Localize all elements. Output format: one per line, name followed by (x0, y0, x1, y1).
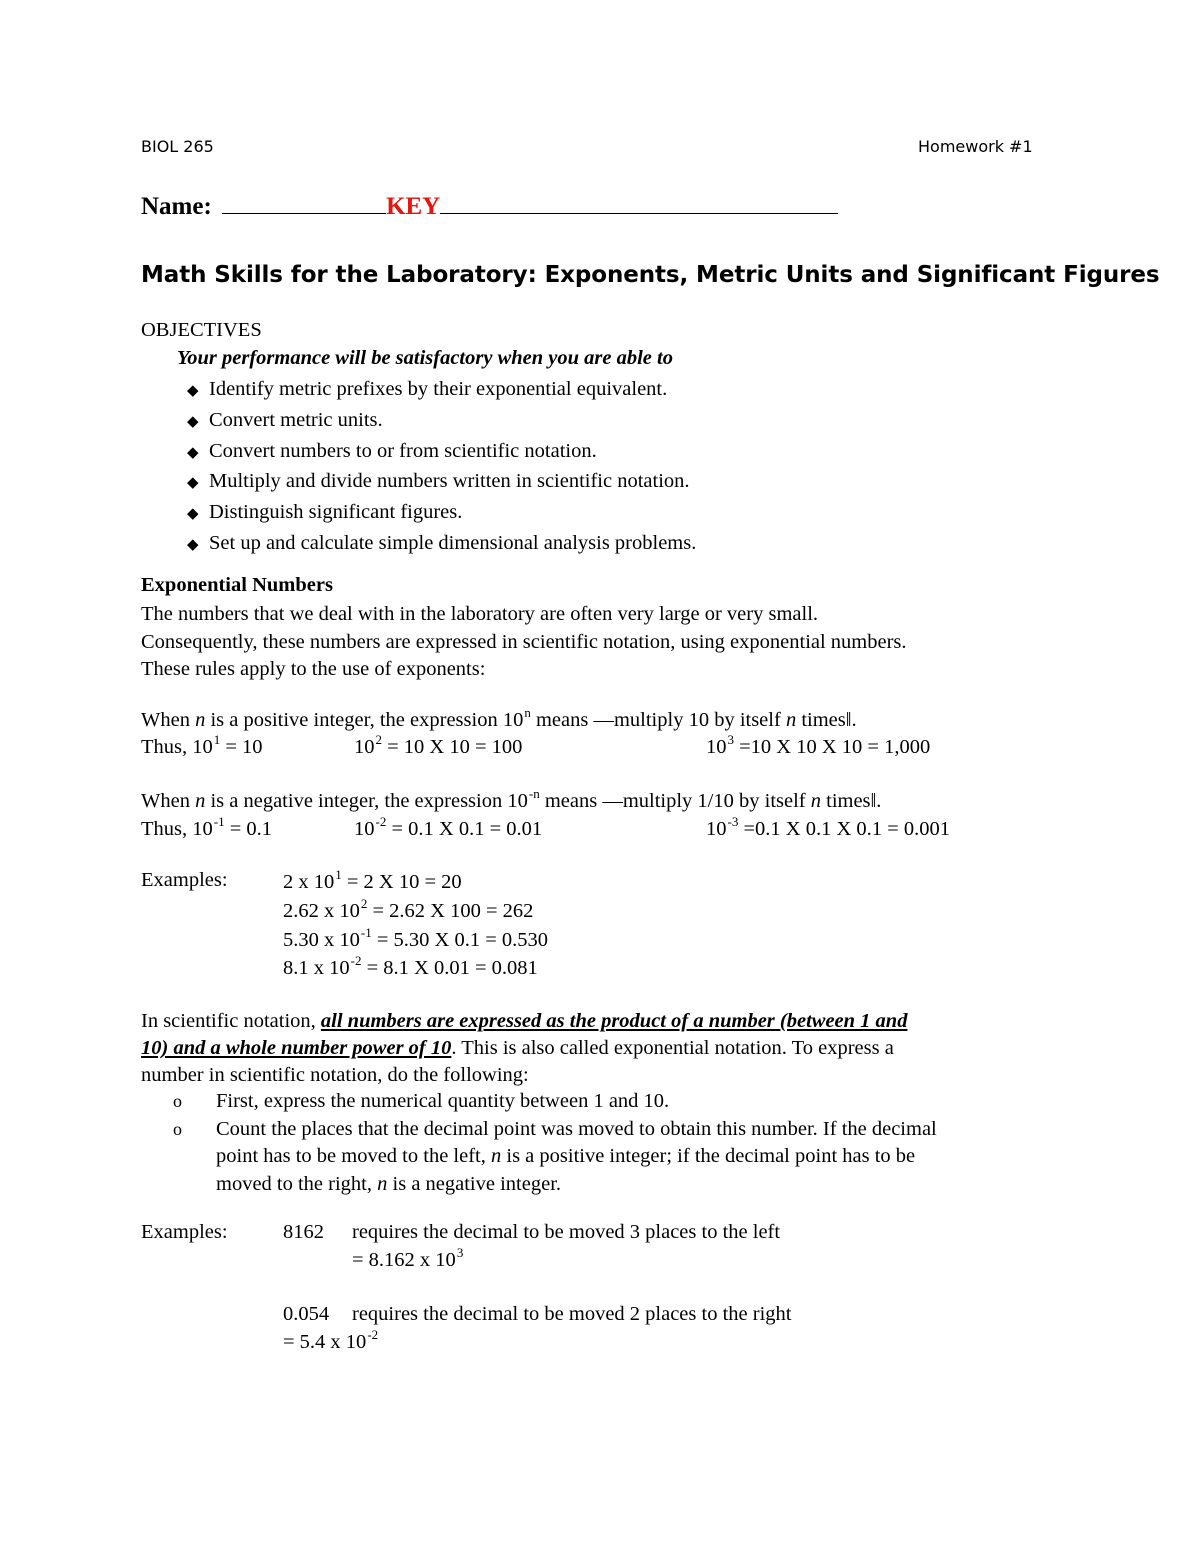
conversion-example-result: = 5.4 x $10^{-2}$ (283, 1327, 379, 1353)
sci-notation-paragraph (141, 1008, 907, 1089)
circle-bullet-icon: o (173, 1091, 182, 1111)
example-line: 5.30 x $10^{-1} = 5.30$ X 0.1 = 0.530 (283, 924, 549, 951)
example-line: 2 x $10^1 = 2$ X 10 = 20 (283, 867, 462, 893)
name-underline-left (222, 191, 386, 214)
steps-list (141, 1088, 937, 1198)
list-item: ◆ Convert numbers to or from scientific notation. (141, 437, 696, 468)
course-code: BIOL 265 (141, 137, 214, 156)
name-line (141, 191, 838, 221)
name-value: KEY (386, 193, 441, 220)
paragraph-line: The numbers that we deal with in the laboratory are often very large or very small. (141, 603, 819, 625)
negative-thus-1: Thus, $10^{-1} = 0.1$ (141, 814, 273, 840)
conversion-example-number: 0.054 (283, 1303, 330, 1325)
positive-rule: When n is a positive integer, the expression 10$^n$ means —multiply 10 by itself n times‖. (141, 705, 857, 731)
list-item: ◆ Convert metric units. (141, 406, 696, 437)
list-item: ◆ Multiply and divide numbers written in scientific notation. (141, 467, 696, 498)
objectives-heading: OBJECTIVES (141, 319, 262, 341)
list-item: o Count the places that the decimal point was moved to obtain this number. If the decimal (141, 1116, 937, 1144)
list-item-continuation: moved to the right, n is a negative integer. (216, 1172, 562, 1195)
negative-thus-3: $10^{-3} =0.1$ X 0.1 X 0.1 = 0.001 (706, 814, 950, 840)
list-item-continuation: point has to be moved to the left, n is a positive integer; if the decimal point has to be (216, 1145, 916, 1167)
diamond-bullet-icon: ◆ (187, 506, 199, 523)
diamond-bullet-icon: ◆ (187, 413, 199, 430)
paragraph-line: number in scientific notation, do the following: (141, 1064, 529, 1086)
assignment-label: Homework #1 (918, 137, 1033, 156)
diamond-bullet-icon: ◆ (187, 444, 199, 461)
list-item: ◆ Set up and calculate simple dimensional analysis problems. (141, 529, 696, 560)
conversion-examples-label: Examples: (141, 1221, 228, 1243)
conversion-example-number: 8162 (283, 1221, 324, 1243)
diamond-bullet-icon: ◆ (187, 383, 199, 399)
list-item: o First, express the numerical quantity between 1 and 10. (141, 1088, 937, 1116)
example-line: 8.1 x $10^{-2} = 8.1$ X 0.01 = 0.081 (283, 953, 538, 980)
positive-thus-3: $10^3 =10$ X 10 X 10 = 1,000 (706, 732, 931, 758)
conversion-example-desc: requires the decimal to be moved 2 places to the right (352, 1303, 792, 1325)
diamond-bullet-icon: ◆ (187, 475, 199, 492)
list-item: ◆ Identify metric prefixes by their exponential equivalent. (141, 375, 696, 406)
example-line: 2.62 x $10^2 = 2.62$ X 100 = 262 (283, 895, 534, 922)
negative-thus-2: $10^{-2} = 0.1$ X 0.1 = 0.01 (354, 814, 543, 840)
objectives-intro: Your performance will be satisfactory when you are able to (177, 347, 673, 369)
conversion-example-result: = 8.162 x $10^3$ (352, 1245, 464, 1271)
name-underline-right (440, 191, 838, 214)
diamond-bullet-icon: ◆ (187, 536, 199, 553)
exponential-paragraph (141, 601, 907, 684)
paragraph-line: Consequently, these numbers are expressed in scientific notation, using exponential numbers. (141, 630, 907, 653)
positive-thus-1: Thus, $10^1 = 10$ (141, 732, 263, 758)
paragraph-line: 10) and a whole number power of 10. This is also called exponential notation. To express a (141, 1037, 894, 1059)
positive-thus-2: $10^2 = 10$ X 10 = 100 (354, 732, 523, 758)
objectives-list (141, 375, 696, 560)
examples-label: Examples: (141, 869, 228, 891)
name-label: Name: (141, 193, 212, 220)
paragraph-line: In scientific notation, all numbers are expressed as the product of a number (between 1 and (141, 1010, 908, 1032)
list-item: ◆ Distinguish significant figures. (141, 498, 696, 529)
examples-list (283, 869, 548, 984)
section-heading-exponential: Exponential Numbers (141, 574, 333, 596)
paragraph-line: These rules apply to the use of exponents: (141, 658, 486, 680)
circle-bullet-icon: o (173, 1118, 182, 1139)
conversion-example-desc: requires the decimal to be moved 3 places to the left (352, 1221, 781, 1243)
page-title: Math Skills for the Laboratory: Exponents, Metric Units and Significant Figures (141, 262, 1160, 288)
negative-rule: When n is a negative integer, the expression $10^{-n}$ means —multiply 1/10 by itself n times‖. (141, 786, 882, 812)
